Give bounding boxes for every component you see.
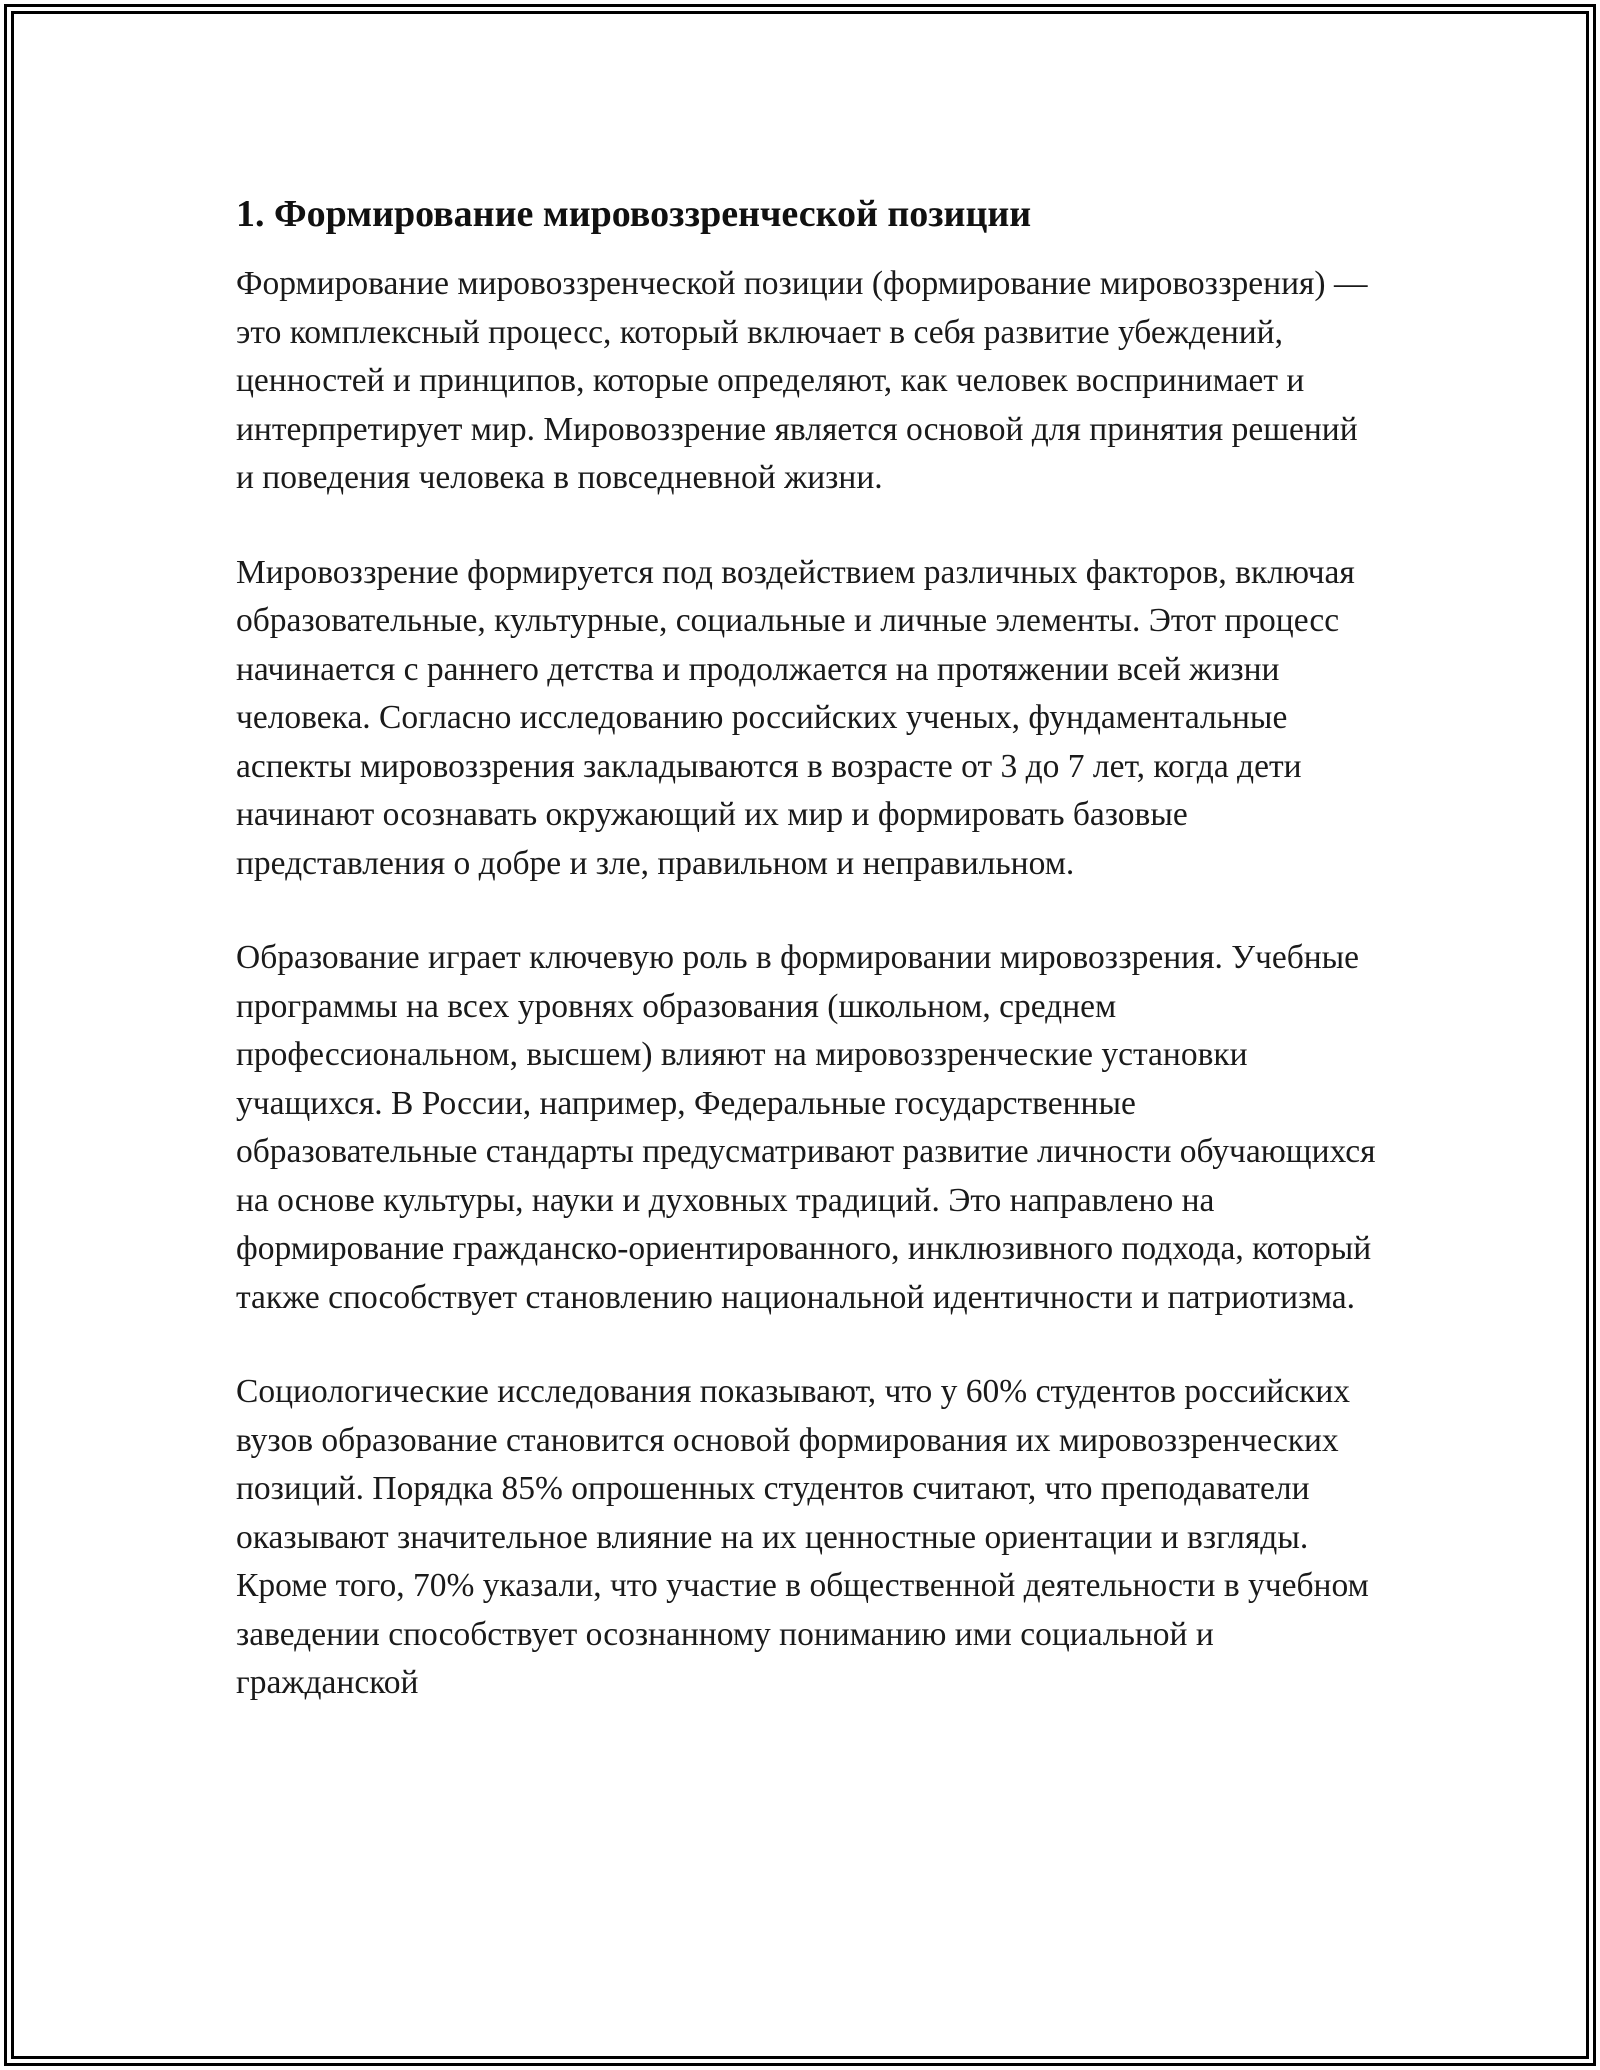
paragraph-4: Социологические исследования показывают, что у 60% студентов российских вузов образование становится основой формирования их мировоззренческих позиций. Порядка 85% опрошенных студентов считают, что преподаватели оказывают значительное влияние на их ценностные ориентации и взгляды. Кроме того, 70% указали, что участие в общественной деятельности в учебном заведении способствует осознанному пониманию ими социальной и гражданской (236, 1373, 1369, 1701)
paragraph-3: Образование играет ключевую роль в формировании мировоззрения. Учебные программы на всех уровнях образования (школьном, среднем профессиональном, высшем) влияют на мировоззренческие установки учащихся. В России, например, Федеральные государственные образовательные стандарты предусматривают развитие личности обучающихся на основе культуры, науки и духовных традиций. Это направлено на формирование гражданско-ориентированного, инклюзивного подхода, который также способствует становлению национальной идентичности и патриотизма. (236, 939, 1376, 1316)
document-body (236, 188, 1376, 1754)
paragraph-1: Формирование мировоззренческой позиции (формирование мировоззрения) — это комплексный процесс, который включает в себя развитие убеждений, ценностей и принципов, которые определяют, как человек воспринимает и интерпретирует мир. Мировоззрение является основой для принятия решений и поведения человека в повседневной жизни. (236, 265, 1368, 496)
section-heading: 1. Формирование мировоззренческой позиции (236, 193, 1032, 235)
paragraph-2: Мировоззрение формируется под воздействием различных факторов, включая образовательные, культурные, социальные и личные элементы. Этот процесс начинается с раннего детства и продолжается на протяжении всей жизни человека. Согласно исследованию российских ученых, фундаментальные аспекты мировоззрения закладываются в возрасте от 3 до 7 лет, когда дети начинают осознавать окружающий их мир и формировать базовые представления о добре и зле, правильном и неправильном. (236, 553, 1355, 882)
